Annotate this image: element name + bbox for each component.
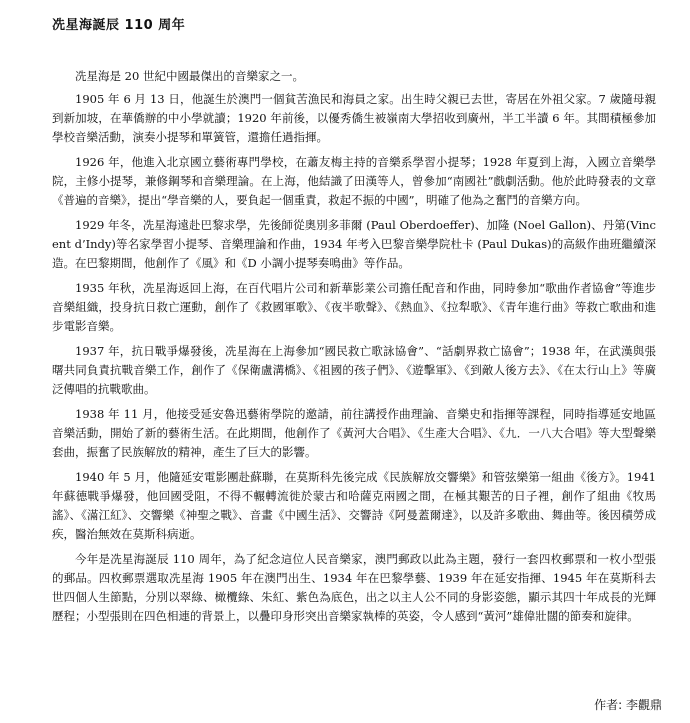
paragraph-anniversary: 今年是冼星海誕辰 110 周年，為了紀念這位人民音樂家，澳門郵政以此為主題，發行一套四枚郵票和一枚小型張的郵品。四枚郵票選取冼星海 1905 年在澳門出生、1934 年在巴黎學藝、1939 年在延安指揮、1945 年在莫斯科去世四個人生節點，分別以翠綠、橄欖綠、朱紅、紫色為底色，出之以主人公不同的身影姿態，顯示其四十年成長的光輝歷程；小型張則在四色相連的背景上，以疊印身形突出音樂家執棒的英姿，令人感到“黃河”雄偉壯闊的節奏和旋律。 [52,552,656,623]
paragraph-1905: 1905 年 6 月 13 日，他誕生於澳門一個貧苦漁民和海員之家。出生時父親已去世，寄居在外祖父家。7 歲隨母親到新加坡，在華僑辦的中小學就讀；1920 年前後，以優秀僑生被嶺南大學招收到廣州，半工半讀 6 年。其間積極參加學校音樂活動，演奏小提琴和單簧管，還擔任過指揮。 [52,92,656,144]
paragraph-1929: 1929 年冬，冼星海遠赴巴黎求學，先後師從奧別多菲爾 (Paul Oberdoeffer)、加隆 (Noel Gallon)、丹第(Vincent d’Indy)等名家學習小提琴、音樂理論和作曲，1934 年考入巴黎音樂學院杜卡 (Paul Dukas)的高級作曲班繼續深造。在巴黎期間，他創作了《風》和《D 小調小提琴奏鳴曲》等作品。 [52,218,656,270]
paragraph-1940: 1940 年 5 月，他隨延安電影團赴蘇聯，在莫斯科先後完成《民族解放交響樂》和管弦樂第一組曲《後方》。1941 年蘇德戰爭爆發，他回國受阻，不得不輾轉流徙於蒙古和哈薩克兩國之間，在極其艱苦的日子裡，創作了組曲《牧馬謠》、《滿江紅》、交響樂《神聖之戰》、音畫《中國生活》、交響詩《阿曼蓋爾達》，以及許多歌曲、舞曲等。後因積勞成疾，醫治無效在莫斯科病逝。 [52,470,656,541]
paragraph-1935: 1935 年秋，冼星海返回上海，在百代唱片公司和新華影業公司擔任配音和作曲，同時參加“歌曲作者協會”等進步音樂組織，投身抗日救亡運動，創作了《救國軍歌》、《夜半歌聲》、《熱血》、《拉犁歌》、《青年進行曲》等救亡歌曲和進步電影音樂。 [52,281,656,333]
author-credit: 作者: 李觀鼎 [594,698,662,712]
document-title: 冼星海誕辰 110 周年 [52,18,186,33]
paragraph-intro: 冼星海是 20 世紀中國最傑出的音樂家之一。 [75,69,304,83]
paragraph-1937: 1937 年，抗日戰爭爆發後，冼星海在上海參加“國民救亡歌詠協會”、“話劇界救亡協會”；1938 年，在武漢與張曙共同負責抗戰音樂工作，創作了《保衛盧溝橋》、《祖國的孩子們》、《遊擊軍》、《到敵人後方去》、《在太行山上》等廣泛傳唱的抗戰歌曲。 [52,344,656,396]
paragraph-1938: 1938 年 11 月，他接受延安魯迅藝術學院的邀請，前往講授作曲理論、音樂史和指揮等課程，同時指導延安地區音樂活動，開始了新的藝術生活。在此期間，他創作了《黃河大合唱》、《生產大合唱》、《九．一八大合唱》等大型聲樂套曲，振奮了民族解放的精神，產生了巨大的影響。 [52,407,656,459]
paragraph-1926: 1926 年，他進入北京國立藝術專門學校，在蕭友梅主持的音樂系學習小提琴；1928 年夏到上海，入國立音樂學院，主修小提琴，兼修鋼琴和音樂理論。在上海，他結識了田漢等人，曾參加“南國社”戲劇活動。他於此時發表的文章《普遍的音樂》，提出“學音樂的人，要負起一個重責，救起不振的中國”，明確了他為之奮鬥的音樂方向。 [52,155,656,207]
